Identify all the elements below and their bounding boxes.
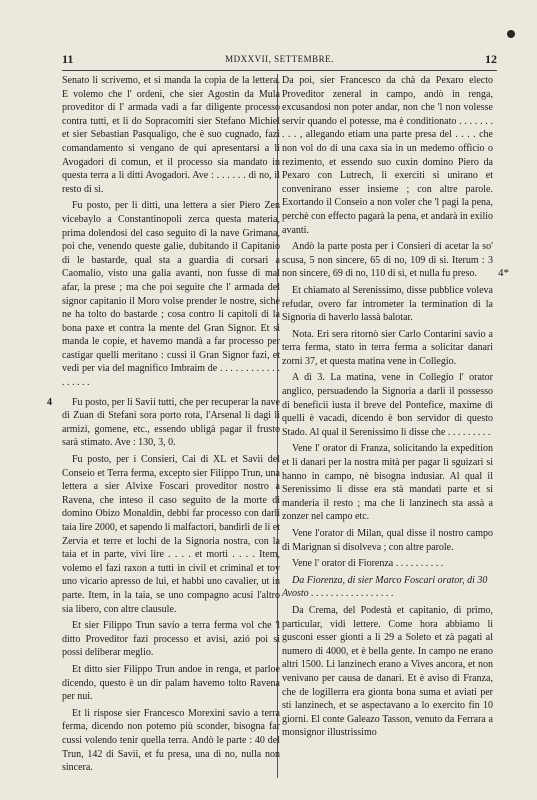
section-heading: Da Fiorenza, di sier Marco Foscari orator, di 30 Avosto . . . . . . . . . . . . . . . . . (282, 574, 488, 600)
paragraph: Vene l'orator di Milan, qual disse il nostro campo di Marignan si disolveva ; con altre parole. (282, 528, 493, 553)
header-rule (62, 70, 497, 71)
page-number-right: 12 (485, 52, 497, 66)
paragraph: Da poi, sier Francesco da chà da Pexaro electo Proveditor zeneral in campo, andò in renga, excusandosi non poter andar, non che 'l non volesse servir quando el potesse, ma è conditionato . . . . . . . . . . , allegando etiam una parte presa del . . . . che non vol do di una caxa sia in un medemo officio o rezimento, et essendo suo cuxin domino Piero da Pexaro con Lutrech, li exerciti si unirano et convenirano esser insieme ; con altre parole. Exortando il Conseio a non voler che 'l pagi la pena, perchè con effecto pagarà la pena, et andarà in exilio avanti. (282, 75, 493, 236)
right-column (282, 74, 493, 743)
paragraph: Et sier Filippo Trun savio a terra ferma vol che 'l ditto Proveditor fazi processo et avisi, azió poi si possi deliberar meglio. (62, 620, 280, 659)
left-column (62, 74, 280, 778)
margin-number-right: 4* (498, 267, 509, 279)
paragraph: Vene l' orator di Franza, solicitando la expedition et li danari per la nostra mità per pagar li sguizari si hanno in campo, nè bisogna indusiar. Al qual il Serenissimo li disse era stà mandati parte et si manderia il resto ; ma che li lanzinech sta assà a zonzer nel campo etc. (282, 443, 493, 523)
paragraph: Nota. Eri sera ritornò sier Carlo Contarini savio a terra ferma, stato in terra ferma a solicitar danari zorni 37, et questa matina vene in Collegio. (282, 328, 493, 367)
paragraph: Et chiamato al Serenissimo, disse pubblice voleva refudar, overo far intrometer la termination di la Signoria di haverlo lassà balotar. (282, 284, 493, 324)
paragraph: Da Crema, del Podestà et capitanio, di primo, particular, vidi lettere. Come hora abbiamo li gusconi esser gionti a li 29 a Soleto et zà pagati al numero di 4000, et è bella gente. In campo ne erano altri 1500. Li lanzinech erano a Vives ancora, et non venivano per causa de danari. Et è aviso di Franza, che de logillerra era gionta bona suma et aviati per sti lanzinech, et se aspectavano a lo exercito fin 10 giorni. El conte Galeazo Tasson, venuto da Ferrara a monsignor illustrissimo (282, 604, 493, 739)
paragraph: Fu posto, per i Consieri, Cai di XL et Savii del Conseio et Terra ferma, excepto sier Filippo Trun, una lettera a sier Alvixe Foscari proveditor nostro a Ravena, che inteso il caso seguito de la morte di domino Obizo Monaldin, debbi far processo con darli taia lire 2000, et sapendo li malfactori, bandirli de li et Zervia et terre et lochi de la Signoria nostra, con la taia et in parte, vivi lire . . . . et morti . . . . Item, volemo el fazi raxon a tutti in civil et criminal et toy uno vicario apresso de lui, et habbi uno cavalier, ut in parte. Item, in la taia, se uno compagno acusi l'altro sia libero, con altre clausule. (62, 454, 280, 615)
paragraph: Andò la parte posta per i Consieri di acetar la so' scusa, 5 non sincere, 65 di no, 109 di sì. Iterum : 3 non sincere, 69 di no, 110 di sì, et nulla fu preso. (282, 241, 493, 280)
page-header (62, 50, 497, 68)
page-number-left: 11 (62, 52, 74, 66)
page-corner-mark (507, 30, 515, 38)
paragraph: Fu posto, per li Savii tutti, che per recuperar la nave di Zuan di Stefani sora porto rota, l'Arsenal li dagi li armizi, gomene, etc., essendo ubligà pagar il frusto sarà stimato. Ave : 130, 3, 0. (62, 396, 280, 449)
paragraph: A dì 3. La matina, vene in Collegio l' orator anglico, persuadendo la Signoria a darli il possesso di beneficii iusta il breve del Pontefice, maxime di quelli è vacadi, dicendo è bon servidor di questo Stado. Al qual il Serenissimo li disse che . . . . . . . . . (282, 372, 493, 438)
paragraph: Vene l' orator di Fiorenza . . . . . . . . . . (292, 558, 444, 570)
paragraph: Et li rispose sier Francesco Morexini savio a terra ferma, dicendo non potemo più sconder, bisogna far cussi volendo tenir quella terra. Andò le parte : 40 del Trun, 142 di Savii, et fu presa, una di no, nulla non sincera. (62, 707, 280, 774)
margin-number-left: 4 (47, 397, 52, 408)
paragraph: Et ditto sier Filippo Trun andoe in renga, et parloe dicendo, questo è un dir palam havemo tolto Ravena per nui. (62, 663, 280, 703)
running-title: MDXXVII, SETTEMBRE. (225, 54, 334, 64)
paragraph: Senato li scrivemo, et si manda la copia de la lettera. E volemo che l' ordeni, che sier Agostin da Mula proveditor di l' armada vadi a far diligente processo contra tutti, et li do Sopracomiti sier Stefano Michiel et sier Sebastian Pasqualigo, che è suo cugnado, fazi comandamento si vengano de qui apresentarsi a li Avogadori di comun, et il processo sia mandato in questa terra a li ditti Avogadori. Ave : . . . . . . di no, il resto di sì. (62, 75, 280, 195)
paragraph: Fu posto, per li ditti, una lettera a sier Piero Zen vicebaylo a Constantinopoli zerca questa materia, prima dolendosi del caso seguito di la nave Grimana, poi che, venendo queste galie, dubitando il Capitanio di le bastarde, qual sta a guardia di corsari a Caomalio, visto una galia avanti, non fusse di mal afar, la prese ; ma che poi seguite che l' armada del signor capitanio il Moro volse prender le nostre, sichè ne ha tolto do bastarde ; cosa contro li capitoli di la bona paxe et contra la mente del Gran Signor. Et si manda le copie, et havemo mandà a far processo per castigar quelli meritano : cussì il Gran Signor fazi, et vedi per via del magnifico Imbraim de . . . . . . . . . . . . . . . . . . (62, 200, 280, 389)
